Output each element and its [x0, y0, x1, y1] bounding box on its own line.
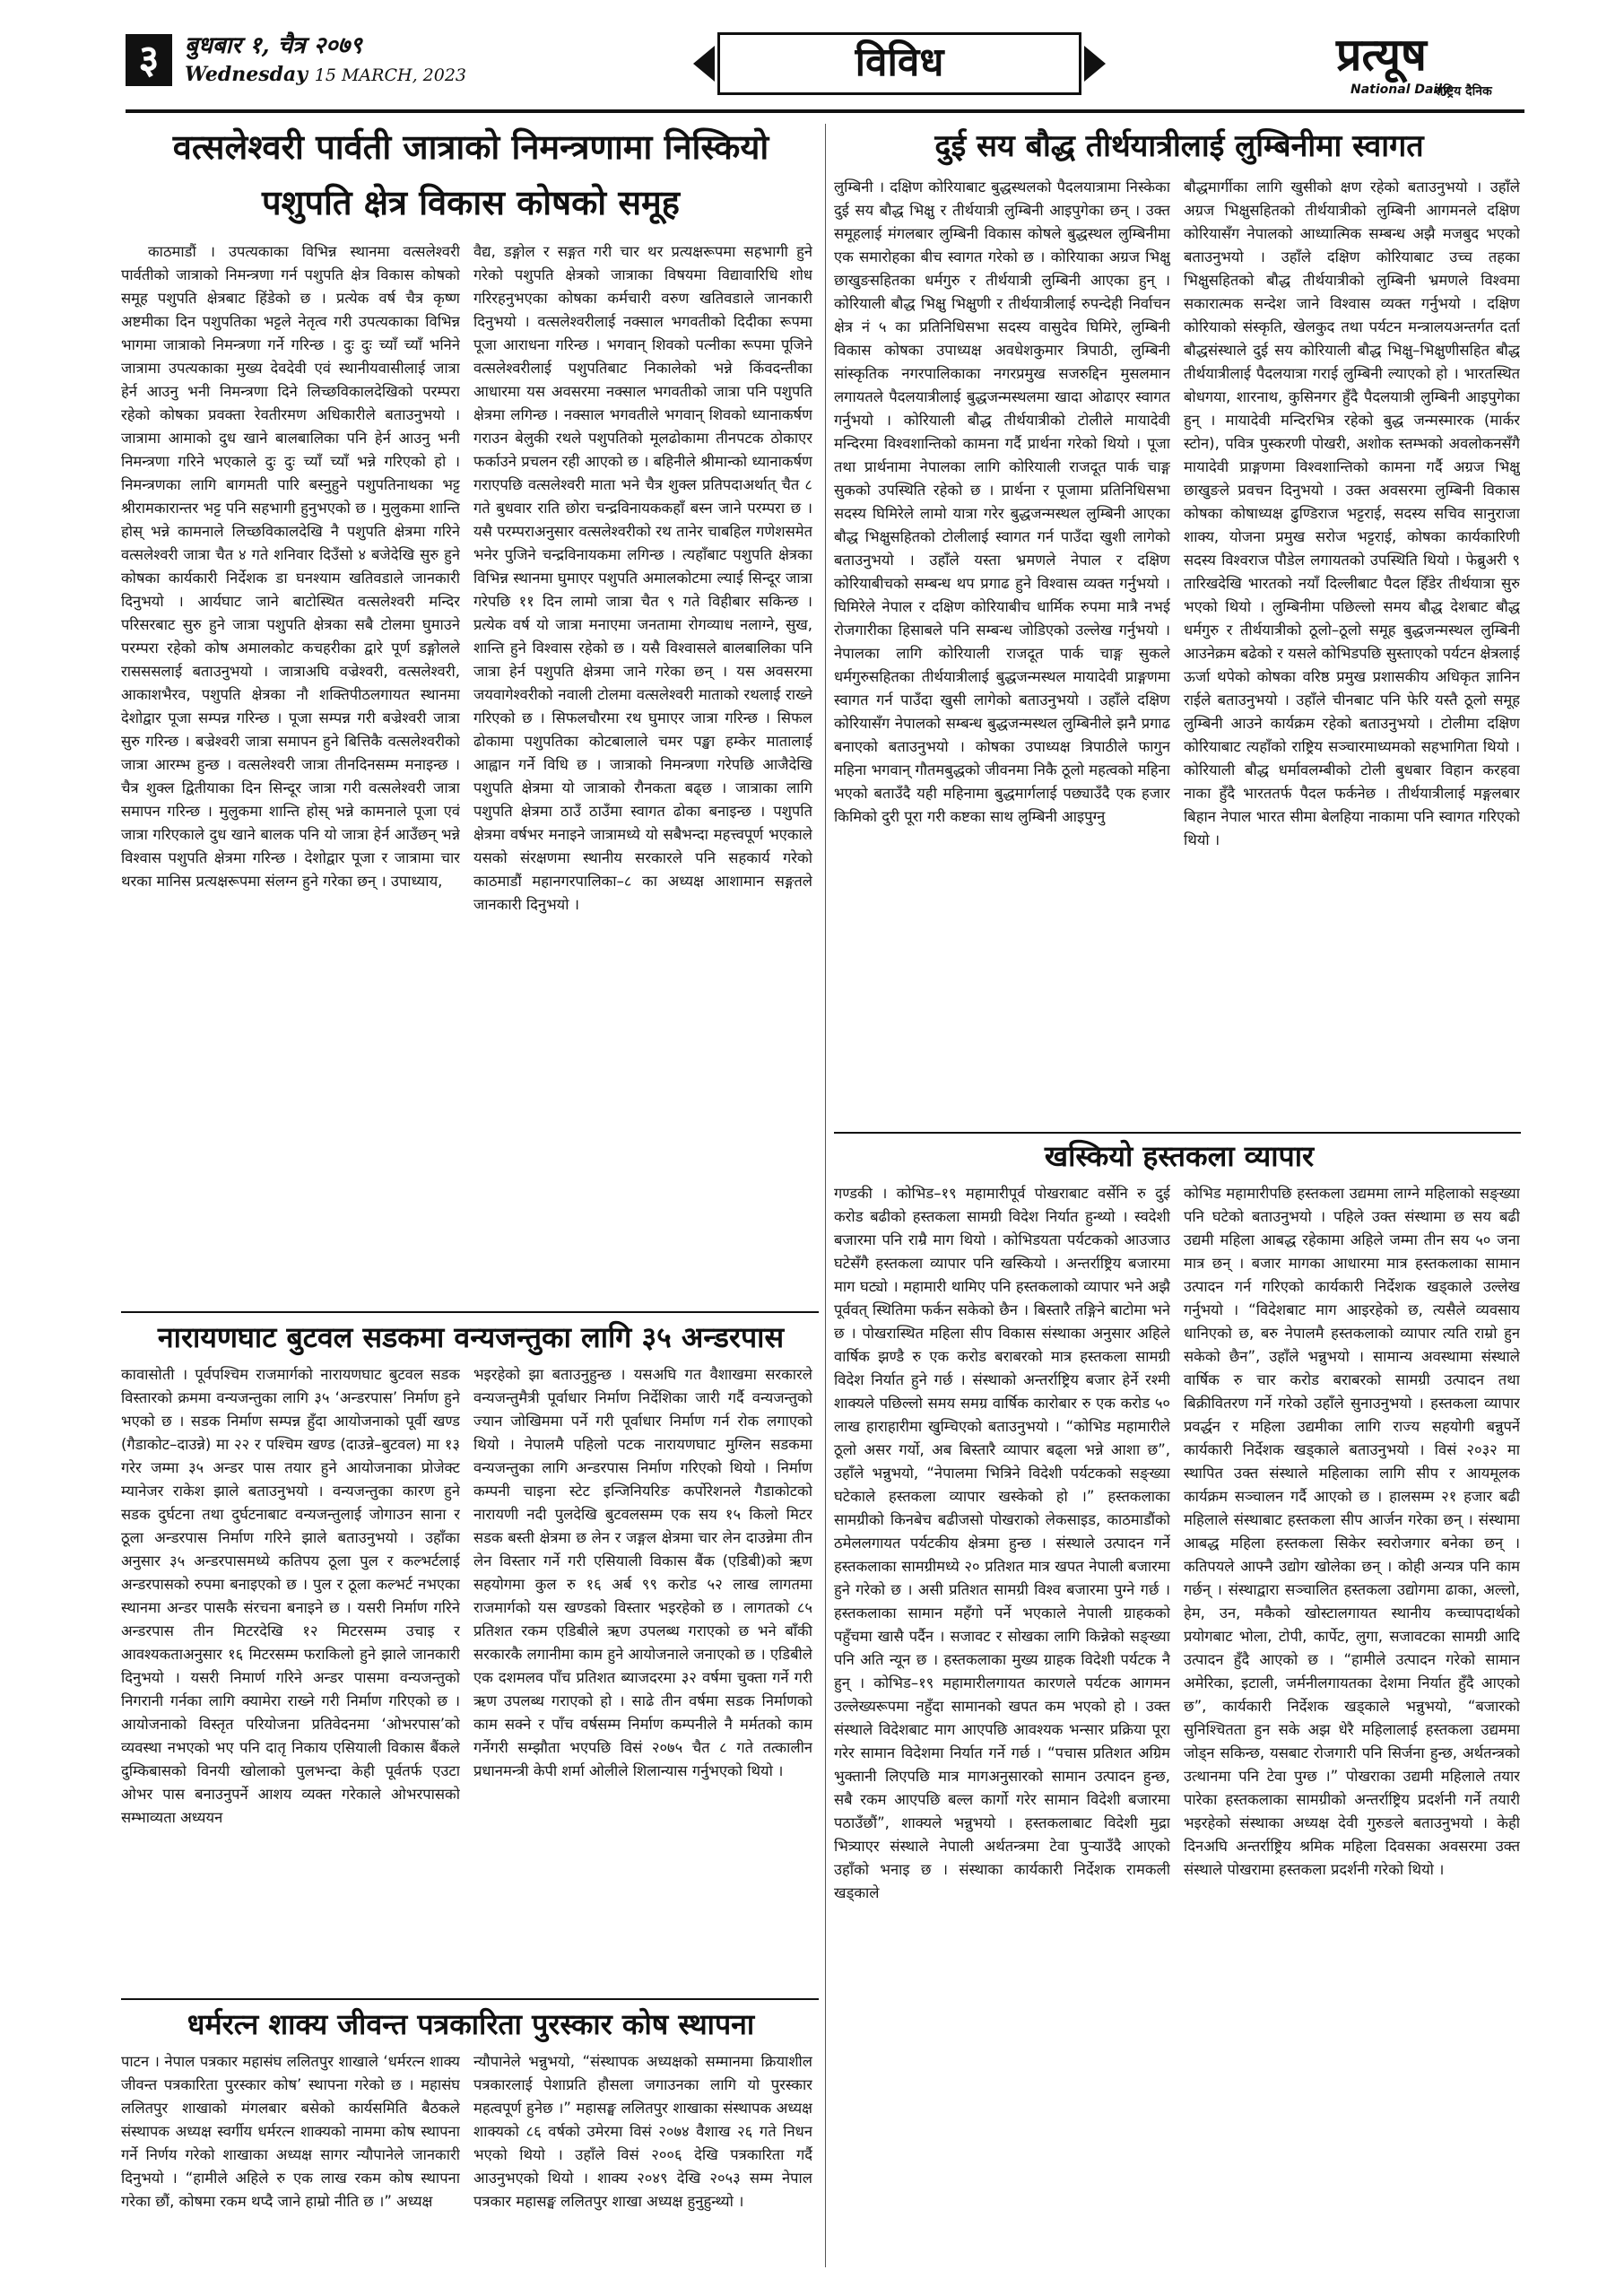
page-column-divider: [825, 124, 826, 2267]
left-arrow-icon: [693, 46, 715, 82]
article4-body-col1: लुम्बिनी । दक्षिण कोरियाबाट बुद्धस्थलको पैदलयात्रामा निस्केका दुई सय बौद्ध भिक्षु र तीर्थयात्री लुम्बिनी आइपुगेका छन् । उक्त समूहलाई मंगलबार लुम्बिनी विकास कोषले बुद्धस्थल लुम्बिनीमा एक समारोहका बीच स्वागत गरेको छ । कोरियाका अग्रज भिक्षु छाखुङसहितका धर्मगुरु र तीर्थयात्री लुम्बिनी आएका हुन् । कोरियाली बौद्ध भिक्षु भिक्षुणी र तीर्थयात्रीलाई रुपन्देही निर्वाचन क्षेत्र नं ५ का प्रतिनिधिसभा सदस्य वासुदेव घिमिरे, लुम्बिनी विकास कोषका उपाध्यक्ष अवधेशकुमार त्रिपाठी, लुम्बिनी सांस्कृतिक नगरपालिकाका नगरप्रमुख सजरुद्दिन मुसलमान लगायतले पैदलयात्रीलाई बुद्धजन्मस्थलमा खादा ओढाएर स्वागत गर्नुभयो । कोरियाली बौद्ध तीर्थयात्रीको टोलीले मायादेवी मन्दिरमा विश्वशान्तिको कामना गर्दै प्रार्थना गरेको थियो । पूजा तथा प्रार्थनामा नेपालका लागि कोरियाली राजदूत पार्क चाङ्ग सुकको उपस्थिति रहेको छ । प्रार्थना र पूजामा प्रतिनिधिसभा सदस्य घिमिरेले लामो यात्रा गरेर बुद्धजन्मस्थल लुम्बिनी आएका बौद्ध भिक्षुसहितको टोलीलाई स्वागत गर्न पाउँदा खुशी लागेको बताउनुभयो । उहाँले यस्ता भ्रमणले नेपाल र दक्षिण कोरियाबीचको सम्बन्ध थप प्रगाढ हुने विश्वास व्यक्त गर्नुभयो । घिमिरेले नेपाल र दक्षिण कोरियाबीच धार्मिक रुपमा मात्रै नभई रोजगारीका हिसाबले पनि सम्बन्ध जोडिएको उल्लेख गर्नुभयो । नेपालका लागि कोरियाली राजदूत पार्क चाङ्ग सुकले धर्मगुरुसहितका तीर्थयात्रीलाई बुद्धजन्मस्थल मायादेवी प्राङ्गणमा स्वागत गर्न पाउँदा खुसी लागेको बताउनुभयो । उहाँले दक्षिण कोरियासँग नेपालको सम्बन्ध बुद्धजन्मस्थल लुम्बिनीले झनै प्रगाढ बनाएको बताउनुभयो । कोषका उपाध्यक्ष त्रिपाठीले फागुन महिना भगवान् गौतमबुद्धको जीवनमा निकै ठूलो महत्वको महिना भएको बताउँदै यही महिनामा बुद्धमार्गलाई पछ्याउँदै एक हजार किमिको दुरी पूरा गरी कष्टका साथ लुम्बिनी आइपुग्नु: [834, 178, 1170, 825]
article5-column-2: [1184, 1182, 1520, 2258]
article3-body-col2: न्यौपानेले भन्नुभयो, “संस्थापक अध्यक्षको सम्मानमा क्रियाशील पत्रकारलाई पेशाप्रति हौसला जगाउनका लागि यो पुरस्कार महत्वपूर्ण हुनेछ ।” महासङ्घ ललितपुर शाखाका संस्थापक अध्यक्ष शाक्यको ८६ वर्षको उमेरमा विसं २०७४ वैशाख २६ गते निधन भएको थियो । उहाँले विसं २००६ देखि पत्रकारिता गर्दै आउनुभएको थियो । शाक्य २०४९ देखि २०५३ सम्म नेपाल पत्रकार महासङ्घ ललितपुर शाखा अध्यक्ष हुनुहुन्थ्यो ।: [473, 2053, 812, 2210]
article2-column-1: [121, 1363, 460, 1991]
article5-body-col1: गण्डकी । कोभिड–१९ महामारीपूर्व पोखराबाट वर्सेनि रु दुई करोड बढीको हस्तकला सामग्री विदेश निर्यात हुन्थ्यो । स्वदेशी बजारमा पनि राम्रै माग थियो । कोभिडयता पर्यटकको आउजाउ घटेसँगै हस्तकला व्यापार पनि खस्कियो । अन्तर्राष्ट्रिय बजारमा माग घट्यो । महामारी थामिए पनि हस्तकलाको व्यापार भने अझै पूर्ववत् स्थितिमा फर्कन सकेको छैन । बिस्तारै तङ्गिने बाटोमा भने छ । पोखरास्थित महिला सीप विकास संस्थाका अनुसार अहिले वार्षिक झण्डै रु एक करोड बराबरको मात्र हस्तकला सामग्री विदेश निर्यात हुने गर्छ । संस्थाको अन्तर्राष्ट्रिय बजार हेर्ने रश्मी शाक्यले पछिल्लो समय समग्र वार्षिक कारोबार रु एक करोड ५० लाख हाराहारीमा खुम्चिएको बताउनुभयो । “कोभिड महामारीले ठूलो असर गर्यो, अब बिस्तारै व्यापार बढ्ला भन्ने आशा छ”, उहाँले भन्नुभयो, “नेपालमा भित्रिने विदेशी पर्यटकको सङ्ख्या घटेकाले हस्तकला व्यापार खस्केको हो ।” हस्तकलाका सामग्रीको किनबेच बढीजसो पोखराको लेकसाइड, काठमाडौंको ठमेललगायत पर्यटकीय क्षेत्रमा हुन्छ । संस्थाले उत्पादन गर्ने हस्तकलाका सामग्रीमध्ये २० प्रतिशत मात्र खपत नेपाली बजारमा हुने गरेको छ । असी प्रतिशत सामग्री विश्व बजारमा पुग्ने गर्छ । हस्तकलाका सामान महँगो पर्ने भएकाले नेपाली ग्राहकको पहुँचमा खासै पर्दैन । सजावट र सोखका लागि किन्नेको सङ्ख्या पनि अति न्यून छ । हस्तकलाका मुख्य ग्राहक विदेशी पर्यटक नै हुन् । कोभिड–१९ महामारीलगायत कारणले पर्यटक आगमन उल्लेख्यरूपमा नहुँदा सामानको खपत कम भएको हो । उक्त संस्थाले विदेशबाट माग आएपछि आवश्यक भन्सार प्रक्रिया पूरा गरेर सामान विदेशमा निर्यात गर्ने गर्छ । “पचास प्रतिशत अग्रिम भुक्तानी लिएपछि मात्र मागअनुसारको सामान उत्पादन हुन्छ, सबै रकम आएपछि बल्ल कार्गो गरेर सामान विदेशी बजारमा पठाउँछौं”, शाक्यले भन्नुभयो । हस्तकलाबाट विदेशी मुद्रा भित्र्याएर संस्थाले नेपाली अर्थतन्त्रमा टेवा पुऱ्याउँदै आएको उहाँको भनाइ छ । संस्थाका कार्यकारी निर्देशक रामकली खड्काले: [834, 1185, 1170, 1901]
article3-body-col1: पाटन । नेपाल पत्रकार महासंघ ललितपुर शाखाले ‘धर्मरत्न शाक्य जीवन्त पत्रकारिता पुरस्कार कोष’ स्थापना गरेको छ । महासंघ ललितपुर शाखाको मंगलबार बसेको कार्यसमिति बैठकले संस्थापक अध्यक्ष स्वर्गीय धर्मरत्न शाक्यको नाममा कोष स्थापना गर्ने निर्णय गरेको शाखाका अध्यक्ष सागर न्यौपानेले जानकारी दिनुभयो । “हामीले अहिले रु एक लाख रकम कोष स्थापना गरेका छौं, कोषमा रकम थप्दै जाने हाम्रो नीति छ ।” अध्यक्ष: [121, 2053, 460, 2210]
article2-column-2: [473, 1363, 812, 1991]
logo-text: प्रत्यूष: [1336, 29, 1427, 81]
article2-rule: [121, 1311, 819, 1313]
newspaper-logo: [1318, 27, 1524, 104]
article1-body-col1: काठमाडौं । उपत्यकाका विभिन्न स्थानमा वत्सलेश्वरी पार्वतीको जात्राको निमन्त्रणा गर्न पशुपति क्षेत्र विकास कोषको समूह पशुपति क्षेत्रबाट हिंडेको छ । प्रत्येक वर्ष चैत्र कृष्ण अष्टमीका दिन पशुपतिका भट्टले नेतृत्व गरी उपत्यकाका विभिन्न भागमा जात्राको निमन्त्रणा गर्ने गरिन्छ । दुः दुः च्याँ च्याँ भनिने जात्रामा उपत्यकाका मुख्य देवदेवी एवं स्थानीयवासीलाई जात्रा हेर्न आउनु भनी निमन्त्रणा दिने लिच्छविकालदेखिको परम्परा रहेको कोषका प्रवक्ता रेवतीरमण अधिकारीले बताउनुभयो । जात्रामा आमाको दुध खाने बालबालिका पनि हेर्न आउनु भनी निमन्त्रणा गरिने भएकाले दुः दुः च्याँ च्याँ भन्ने गरिएको हो । निमन्त्रणका लागि बागमती पारि बस्नुहुने पशुपतिनाथका भट्ट श्रीरामकारान्तर भट्ट पनि सहभागी हुनुभएको छ । मुलुकमा शान्ति होस् भन्ने कामनाले लिच्छविकालदेखि नै पशुपति क्षेत्रमा गरिने वत्सलेश्वरी जात्रा चैत ४ गते शनिवार दिउँसो ४ बजेदेखि सुरु हुने कोषका कार्यकारी निर्देशक डा घनश्याम खतिवडाले जानकारी दिनुभयो । आर्यघाट जाने बाटोस्थित वत्सलेश्वरी मन्दिर परिसरबाट सुरु हुने जात्रा पशुपति क्षेत्रका सबै टोलमा घुमाउने परम्परा रहेको कोष अमालकोट कचहरीका द्वारे पूर्ण डङ्गोलले रासससलाई बताउनुभयो । जात्राअघि वज्रेश्वरी, वत्सलेश्वरी, आकाशभैरव, पशुपति क्षेत्रका नौ शक्तिपीठलगायत स्थानमा देशोद्वार पूजा सम्पन्न गरिन्छ । पूजा सम्पन्न गरी बज्रेश्वरी जात्रा सुरु गरिन्छ । बज्रेश्वरी जात्रा समापन हुने बित्तिकै वत्सलेश्वरीको जात्रा आरम्भ हुन्छ । वत्सलेश्वरी जात्रा तीनदिनसम्म मनाइन्छ । चैत्र शुक्ल द्वितीयाका दिन सिन्दूर जात्रा गरी वत्सलेश्वरी जात्रा समापन गरिन्छ । मुलुकमा शान्ति होस् भन्ने कामनाले पूजा एवं जात्रा गरिएकाले दुध खाने बालक पनि यो जात्रा हेर्न आउँछन् भन्ने विश्वास पशुपति क्षेत्रमा गरिन्छ । देशोद्वार पूजा र जात्रामा चार थरका मानिस प्रत्यक्षरूपमा संलग्न हुने गरेका छन् । उपाध्याय,: [121, 243, 460, 890]
date-nepali: बुधबार १, चैत्र २०७९: [185, 32, 362, 59]
article2-body-col2: भइरहेको झा बताउनुहुन्छ । यसअघि गत वैशाखमा सरकारले वन्यजन्तुमैत्री पूर्वाधार निर्माण निर्देशिका जारी गर्दै वन्यजन्तुको ज्यान जोखिममा पर्ने गरी पूर्वाधार निर्माण गर्न रोक लगाएको थियो । नेपालमै पहिलो पटक नारायणघाट मुग्लिन सडकमा वन्यजन्तुका लागि अन्डरपास निर्माण गरिएको थियो । निर्माण कम्पनी चाइना स्टेट इन्जिनियरिङ कर्पोरेशनले गैडाकोटको नारायणी नदी पुलदेखि बुटवलसम्म एक सय १५ किलो मिटर सडक बस्ती क्षेत्रमा छ लेन र जङ्गल क्षेत्रमा चार लेन दाउन्नेमा तीन लेन विस्तार गर्ने गरी एसियाली विकास बैंक (एडिबी)को ऋण सहयोगमा कुल रु १६ अर्ब ९९ करोड ५२ लाख लागतमा राजमार्गको यस खण्डको विस्तार भइरहेको छ । लागतको ८५ प्रतिशत रकम एडिबीले ऋण उपलब्ध गराएको छ भने बाँकी सरकारकै लगानीमा काम हुने आयोजनाले जनाएको छ । एडिबीले एक दशमलव पाँच प्रतिशत ब्याजदरमा ३२ वर्षमा चुक्ता गर्ने गरी ऋण उपलब्ध गराएको हो । साढे तीन वर्षमा सडक निर्माणको काम सक्ने र पाँच वर्षसम्म निर्माण कम्पनीले नै मर्मतको काम गर्नेगरी सम्झौता भएपछि विसं २०७५ चैत ८ गते तत्कालीन प्रधानमन्त्री केपी शर्मा ओलीले शिलान्यास गर्नुभएको थियो ।: [473, 1366, 812, 1779]
article1-headline-line2: पशुपति क्षेत्र विकास कोषको समूह: [262, 183, 680, 222]
article5-rule: [834, 1132, 1521, 1134]
right-arrow-icon: [1084, 46, 1106, 82]
logo-subtitle-en: National Daily: [1350, 83, 1451, 97]
masthead: [126, 27, 1524, 113]
date-block: [185, 30, 466, 89]
article3-column-1: [121, 2050, 460, 2262]
article2-headline: नारायणघाट बुटवल सडकमा वन्यजन्तुका लागि ३५ अन्डरपास: [157, 1320, 785, 1354]
date-english: [185, 61, 466, 89]
logo-subtitle-np: राष्ट्रिय दैनिक: [1435, 84, 1492, 99]
date-english-date: 15 MARCH, 2023: [314, 65, 467, 85]
article4-body-col2: बौद्धमार्गीका लागि खुसीको क्षण रहेको बताउनुभयो । उहाँले अग्रज भिक्षुसहितको तीर्थयात्रीको लुम्बिनी आगमनले दक्षिण कोरियासँग नेपालको आध्यात्मिक सम्बन्ध अझै मजबुद भएको बताउनुभयो । उहाँले दक्षिण कोरियाबाट उच्च तहका भिक्षुसहितको बौद्ध तीर्थयात्रीको लुम्बिनी भ्रमणले विश्वमा सकारात्मक सन्देश जाने विश्वास व्यक्त गर्नुभयो । दक्षिण कोरियाको संस्कृति, खेलकुद तथा पर्यटन मन्त्रालयअन्तर्गत दर्ता बौद्धसंस्थाले दुई सय कोरियाली बौद्ध भिक्षु–भिक्षुणीसहित बौद्ध तीर्थयात्रीलाई पैदलयात्रा गराई लुम्बिनी ल्याएको हो । भारतस्थित बोधगया, शारनाथ, कुसिनगर हुँदै पैदलयात्री लुम्बिनी आइपुगेका हुन् । मायादेवी मन्दिरभित्र रहेको बुद्ध जन्मस्मारक (मार्कर स्टोन), पवित्र पुस्करणी पोखरी, अशोक स्तम्भको अवलोकनसँगै मायादेवी प्राङ्गणमा विश्वशान्तिको कामना गर्दै अग्रज भिक्षु छाखुङले प्रवचन दिनुभयो । उक्त अवसरमा लुम्बिनी विकास कोषका कोषाध्यक्ष ढुण्डिराज भट्टराई, सदस्य सचिव सानुराजा शाक्य, योजना प्रमुख सरोज भट्टराई, कोषका कार्यकारिणी सदस्य विश्वराज पौडेल लगायतको उपस्थिति थियो । फेब्रुअरी ९ तारिखदेखि भारतको नयाँ दिल्लीबाट पैदल हिँडेर तीर्थयात्रा सुरु भएको थियो । लुम्बिनीमा पछिल्लो समय बौद्ध देशबाट बौद्ध धर्मगुरु र तीर्थयात्रीको ठूलो–ठूलो समूह बुद्धजन्मस्थल लुम्बिनी आउनेक्रम बढेको र यसले कोभिडपछि सुस्ताएको पर्यटन क्षेत्रलाई ऊर्जा थपेको कोषका वरिष्ठ प्रमुख प्रशासकीय अधिकृत ज्ञानिन राईले बताउनुभयो । उहाँले चीनबाट पनि फेरि यस्तै ठूलो समूह लुम्बिनी आउने कार्यक्रम रहेको बताउनुभयो । टोलीमा दक्षिण कोरियाबाट त्यहाँको राष्ट्रिय सञ्चारमाध्यमको सहभागिता थियो । कोरियाली बौद्ध धर्मावलम्बीको टोली बुधबार विहान करहवा नाका हुँदै भारततर्फ पैदल फर्कनेछ । तीर्थयात्रीलाई मङ्गलबार बिहान नेपाल भारत सीमा बेलहिया नाकामा पनि स्वागत गरिएको थियो ।: [1184, 178, 1520, 848]
article5-headline: खस्कियो हस्तकला व्यापार: [1044, 1139, 1315, 1173]
article3-rule: [121, 1998, 819, 2000]
article3-headline: धर्मरत्न शाक्य जीवन्त पत्रकारिता पुरस्कार कोष स्थापना: [187, 2007, 755, 2041]
article1-column-2: [473, 240, 812, 1308]
article4-column-1: [834, 176, 1170, 1126]
article2-body-col1: कावासोती । पूर्वपश्चिम राजमार्गको नारायणघाट बुटवल सडक विस्तारको क्रममा वन्यजन्तुका लागि ३५ ‘अन्डरपास’ निर्माण हुने भएको छ । सडक निर्माण सम्पन्न हुँदा आयोजनाको पूर्वी खण्ड (गैडाकोट–दाउन्ने) मा २२ र पश्चिम खण्ड (दाउन्ने–बुटवल) मा १३ गरेर जम्मा ३५ अन्डर पास तयार हुने आयोजनाका प्रोजेक्ट म्यानेजर राकेश झाले बताउनुभयो । वन्यजन्तुका कारण हुने सडक दुर्घटना तथा दुर्घटनाबाट वन्यजन्तुलाई जोगाउन साना र ठूला अन्डरपास निर्माण गरिने झाले बताउनुभयो । उहाँका अनुसार ३५ अन्डरपासमध्ये कतिपय ठूला पुल र कल्भर्टलाई अन्डरपासको रुपमा बनाइएको छ । पुल र ठूला कल्भर्ट नभएका स्थानमा अन्डर पासकै संरचना बनाइने छ । यसरी निर्माण गरिने अन्डरपास तीन मिटरदेखि १२ मिटरसम्म उचाइ र आवश्यकताअनुसार १६ मिटरसम्म फराकिलो हुने झाले जानकारी दिनुभयो । यसरी निमार्ण गरिने अन्डर पासमा वन्यजन्तुको निगरानी गर्नका लागि क्यामेरा राख्ने गरी निर्माण गरिएको छ । आयोजनाको विस्तृत परियोजना प्रतिवेदनमा ‘ओभरपास’को व्यवस्था नभएको भए पनि दातृ निकाय एसियाली विकास बैंकले दुम्किबासको विनयी खोलाको पुलभन्दा केही पूर्वतर्फ एउटा ओभर पास बनाउनुपर्ने आशय व्यक्त गरेकाले ओभरपासको सम्भाव्यता अध्ययन: [121, 1366, 460, 1826]
article1-column-1: [121, 240, 460, 1308]
article5-column-1: [834, 1182, 1170, 2258]
article3-column-2: [473, 2050, 812, 2262]
page-number: ३: [126, 34, 172, 86]
article4-column-2: [1184, 176, 1520, 1126]
section-label: विविध: [855, 39, 944, 85]
article5-body-col2: कोभिड महामारीपछि हस्तकला उद्यममा लाग्ने महिलाको सङ्ख्या पनि घटेको बताउनुभयो । पहिले उक्त संस्थामा छ सय बढी उद्यमी महिला आबद्ध रहेकामा अहिले जम्मा तीन सय ५० जना मात्र छन् । बजार मागका आधारमा मात्र हस्तकलाका सामान उत्पादन गर्न गरिएको कार्यकारी निर्देशक खड्काले उल्लेख गर्नुभयो । “विदेशबाट माग आइरहेको छ, त्यसैले व्यवसाय धानिएको छ, बरु नेपालमै हस्तकलाको व्यापार त्यति राम्रो हुन सकेको छैन”, उहाँले भन्नुभयो । सामान्य अवस्थामा संस्थाले वार्षिक रु चार करोड बराबरको सामग्री उत्पादन तथा बिक्रीवितरण गर्ने गरेको उहाँले सुनाउनुभयो । हस्तकला व्यापार प्रवर्द्धन र महिला उद्यमीका लागि राज्य सहयोगी बन्नुपर्ने कार्यकारी निर्देशक खड्काले बताउनुभयो । विसं २०३२ मा स्थापित उक्त संस्थाले महिलाका लागि सीप र आयमूलक कार्यक्रम सञ्चालन गर्दै आएको छ । हालसम्म २१ हजार बढी महिलाले संस्थाबाट हस्तकला सीप आर्जन गरेका छन् । संस्थामा आबद्ध महिला हस्तकला सिकेर स्वरोजगार बनेका छन् । कतिपयले आफ्नै उद्योग खोलेका छन् । कोही अन्यत्र पनि काम गर्छन् । संस्थाद्वारा सञ्चालित हस्तकला उद्योगमा ढाका, अल्लो, हेम, उन, मकैको खोस्टालगायत स्थानीय कच्चापदार्थको प्रयोगबाट भोला, टोपी, कार्पेट, लुगा, सजावटका सामग्री आदि उत्पादन हुँदै आएको छ । “हामीले उत्पादन गरेको सामान अमेरिका, इटाली, जर्मनीलगायतका देशमा निर्यात हुँदै आएको छ”, कार्यकारी निर्देशक खड्काले भन्नुभयो, “बजारको सुनिश्चितता हुन सके अझ धेरै महिलालाई हस्तकला उद्यममा जोड्न सकिन्छ, यसबाट रोजगारी पनि सिर्जना हुन्छ, अर्थतन्त्रको उत्थानमा पनि टेवा पुग्छ ।” पोखराका उद्यमी महिलाले तयार पारेका हस्तकलाका सामग्रीको अन्तर्राष्ट्रिय प्रदर्शनी गर्ने तयारी भइरहेको संस्थाका अध्यक्ष देवी गुरुङले बताउनुभयो । केही दिनअघि अन्तर्राष्ट्रिय श्रमिक महिला दिवसका अवसरमा उक्त संस्थाले पोखरामा हस्तकला प्रदर्शनी गरेको थियो ।: [1184, 1185, 1520, 1878]
article1-headline-line1: वत्सलेश्वरी पार्वती जात्राको निमन्त्रणामा निस्कियो: [172, 127, 769, 167]
article4-headline: दुई सय बौद्ध तीर्थयात्रीलाई लुम्बिनीमा स्वागत: [934, 128, 1424, 164]
article1-body-col2: वैद्य, डङ्गोल र सङ्गत गरी चार थर प्रत्यक्षरूपमा सहभागी हुने गरेको पशुपति क्षेत्रको जात्राका विषयमा विद्यावारिधि शोध गरिरहनुभएका कोषका कर्मचारी वरुण खतिवडाले जानकारी दिनुभयो । वत्सलेश्वरीलाई नक्साल भगवतीको दिदीका रूपमा पूजा आराधना गरिन्छ । भगवान् शिवको पत्नीका रूपमा पूजिने वत्सलेश्वरीलाई पशुपतिबाट निकालेको भन्ने किंवदन्तीका आधारमा यस अवसरमा नक्साल भगवतीको जात्रा पनि पशुपति क्षेत्रमा लगिन्छ । नक्साल भगवतीले भगवान् शिवको ध्यानाकर्षण गराउन बेलुकी रथले पशुपतिको मूलढोकामा तीनपटक ठोकाएर फर्काउने प्रचलन रही आएको छ । बहिनीले श्रीमान्को ध्यानाकर्षण गराएपछि वत्सलेश्वरी माता भने चैत्र शुक्ल प्रतिपदाअर्थात् चैत ८ गते बुधवार राति छोरा चन्द्रविनायककहाँ बस्न जाने परम्परा छ । यसै परम्पराअनुसार वत्सलेश्वरीको रथ तानेर चाबहिल गणेशसमेत भनेर पुजिने चन्द्रविनायकमा लगिन्छ । त्यहाँबाट पशुपति क्षेत्रका विभिन्न स्थानमा घुमाएर पशुपति अमालकोटमा ल्याई सिन्दूर जात्रा गरेपछि ११ दिन लामो जात्रा चैत ९ गते विहीबार सकिन्छ । प्रत्येक वर्ष यो जात्रा मनाएमा जनतामा रोगव्याध नलाग्ने, सुख, शान्ति हुने विश्वास रहेको छ । यसै विश्वासले बालबालिका पनि जात्रा हेर्न पशुपति क्षेत्रमा जाने गरेका छन् । यस अवसरमा जयवागेश्वरीको नवाली टोलमा वत्सलेश्वरी माताको रथलाई राख्ने गरिएको छ । सिफलचौरमा रथ घुमाएर जात्रा गरिन्छ । सिफल ढोकामा पशुपतिका कोटबालाले चमर पङ्खा हम्केर मातालाई आह्वान गर्ने विधि छ । जात्राको निमन्त्रणा गरेपछि आजैदेखि पशुपति क्षेत्रमा यो जात्राको रौनकता बढ्छ । जात्राका लागि पशुपति क्षेत्रमा ठाउँ ठाउँमा स्वागत ढोका बनाइन्छ । पशुपति क्षेत्रमा वर्षभर मनाइने जात्रामध्ये यो सबैभन्दा महत्त्वपूर्ण भएकाले यसको संरक्षणमा स्थानीय सरकारले पनि सहकार्य गरेको काठमाडौं महानगरपालिका–८ का अध्यक्ष आशामान सङ्गतले जानकारी दिनुभयो ।: [473, 243, 812, 913]
date-english-day: Wednesday: [185, 63, 308, 86]
section-label-box: [717, 32, 1081, 95]
